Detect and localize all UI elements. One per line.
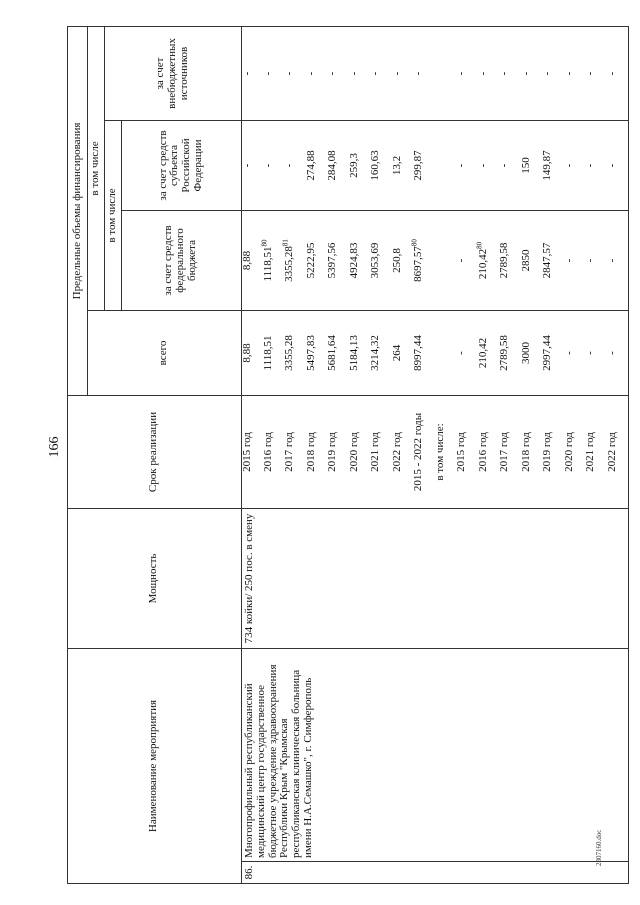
federal-cell — [392, 211, 414, 311]
page-number: 166 — [47, 436, 62, 458]
footnote-ref: 81 — [281, 239, 290, 247]
regional-cell — [241, 121, 263, 211]
federal-cell — [370, 211, 392, 311]
federal-cell — [306, 211, 328, 311]
offbudget-cell — [564, 26, 586, 120]
federal-cell-value: 2847,57 — [541, 242, 554, 279]
document-footer-code: 2807160.doc — [595, 829, 603, 866]
regional-cell — [499, 121, 521, 211]
total-cell — [456, 311, 478, 396]
period-cell — [413, 396, 435, 509]
federal-cell — [456, 211, 478, 311]
total-cell-value: 264 — [390, 344, 403, 362]
federal-cell-value: 4924,83 — [347, 242, 360, 279]
header-federal: за счет средств федерального бюджета — [121, 211, 241, 311]
offbudget-cell-value: - — [584, 71, 597, 76]
period-cell — [564, 396, 586, 509]
total-cell — [521, 311, 543, 396]
header-period: Срок реализации — [68, 396, 242, 509]
period-cell-value: 2016 год — [261, 432, 274, 472]
footnote-ref: 80 — [410, 239, 419, 247]
header-including-sub: в том числе — [104, 121, 121, 311]
period-cell — [306, 396, 328, 509]
period-cell — [456, 396, 478, 509]
offbudget-cell — [499, 26, 521, 120]
period-cell — [370, 396, 392, 509]
regional-cell-value: - — [455, 163, 468, 168]
regional-cell — [564, 121, 586, 211]
total-cell — [306, 311, 328, 396]
total-cell-value: 5681,64 — [326, 335, 339, 371]
federal-cell-value: - — [562, 258, 575, 263]
total-cell-value: 3214,32 — [369, 335, 382, 371]
regional-cell-value: - — [562, 163, 575, 168]
footnote-ref: 80 — [475, 241, 484, 249]
federal-cell — [349, 211, 371, 311]
federal-cell — [435, 211, 457, 311]
federal-cell-value: 250,8 — [390, 248, 403, 273]
regional-cell — [585, 121, 607, 211]
total-cell — [435, 311, 457, 396]
offbudget-cell — [435, 26, 457, 120]
federal-cell-value: - — [455, 258, 468, 263]
offbudget-cell-value: - — [369, 71, 382, 76]
regional-cell-value: - — [605, 163, 618, 168]
period-cell-value: 2015 год — [455, 432, 468, 472]
offbudget-cell — [263, 26, 285, 120]
header-regional: за счет средств субъекта Российской Федерации — [121, 121, 241, 211]
federal-cell-value: - — [605, 258, 618, 263]
period-cell-value: 2015 - 2022 годы — [412, 412, 425, 492]
offbudget-cell — [478, 26, 500, 120]
period-cell-value: 2022 год — [390, 432, 403, 472]
total-cell-value: 2997,44 — [541, 335, 554, 371]
total-cell — [263, 311, 285, 396]
federal-cell — [499, 211, 521, 311]
regional-cell-value: - — [261, 163, 274, 168]
regional-cell-value: - — [283, 163, 296, 168]
offbudget-cell — [306, 26, 328, 120]
total-cell-value: 8,88 — [240, 343, 253, 363]
total-cell-value: 8997,44 — [412, 335, 425, 371]
period-cell — [607, 396, 629, 509]
total-cell — [284, 311, 306, 396]
total-cell-value: 3000 — [519, 342, 532, 364]
total-cell — [327, 311, 349, 396]
regional-cell-value: 13,2 — [390, 155, 403, 176]
federal-cell-value: 1118,51 — [261, 246, 274, 282]
regional-cell — [478, 121, 500, 211]
period-cell-value: 2017 год — [283, 432, 296, 472]
offbudget-cell — [284, 26, 306, 120]
offbudget-cell-value: - — [498, 71, 511, 76]
regional-cell-value: - — [240, 163, 253, 168]
regional-cell-value: - — [498, 163, 511, 168]
regional-cell-value: 150 — [519, 157, 532, 174]
regional-cell — [306, 121, 328, 211]
offbudget-cell-value: - — [562, 71, 575, 76]
regional-cell-value: - — [584, 163, 597, 168]
offbudget-cell — [456, 26, 478, 120]
offbudget-cell-value: - — [455, 71, 468, 76]
total-cell — [241, 311, 263, 396]
funding-table-body — [241, 26, 628, 883]
federal-cell-value: 210,42 — [476, 248, 489, 280]
period-cell-value: 2022 год — [605, 432, 618, 472]
offbudget-cell-value: - — [412, 71, 425, 76]
regional-cell — [413, 121, 435, 211]
item-capacity: 734 койки/ 250 пос. в смену — [241, 509, 628, 649]
period-cell-value: 2021 год — [584, 432, 597, 472]
offbudget-cell-value: - — [326, 71, 339, 76]
federal-cell — [281, 211, 306, 311]
period-cell — [284, 396, 306, 509]
period-cell-value: в том числе: — [433, 423, 446, 481]
regional-cell — [521, 121, 543, 211]
federal-cell — [521, 211, 543, 311]
federal-cell-value: 2850 — [519, 249, 532, 272]
regional-cell — [263, 121, 285, 211]
offbudget-cell-value: - — [261, 71, 274, 76]
regional-cell — [435, 121, 457, 211]
period-cell — [585, 396, 607, 509]
offbudget-cell-value: - — [605, 71, 618, 76]
offbudget-cell — [327, 26, 349, 120]
federal-cell — [241, 211, 263, 311]
offbudget-cell-value: - — [240, 71, 253, 76]
federal-cell-value: 5397,56 — [326, 242, 339, 279]
federal-cell-value: 5222,95 — [304, 242, 317, 279]
period-cell — [349, 396, 371, 509]
period-cell — [435, 396, 457, 509]
federal-cell-value: 2789,58 — [498, 242, 511, 279]
offbudget-cell-value: - — [541, 71, 554, 76]
total-cell — [499, 311, 521, 396]
federal-cell — [564, 211, 586, 311]
total-cell-value: - — [562, 351, 575, 355]
total-cell-value: 3355,28 — [283, 335, 296, 371]
offbudget-cell — [413, 26, 435, 120]
total-cell-value: 5184,13 — [347, 335, 360, 371]
period-cell-value: 2015 год — [240, 432, 253, 472]
offbudget-cell — [241, 26, 263, 120]
offbudget-cell-value: - — [476, 71, 489, 76]
total-cell-value: 210,42 — [476, 337, 489, 369]
total-cell-value: 1118,51 — [261, 335, 274, 371]
federal-cell — [410, 211, 435, 311]
header-name: Наименование мероприятия — [68, 649, 242, 884]
regional-cell — [370, 121, 392, 211]
total-cell-value: - — [605, 351, 618, 355]
regional-cell-value: 274,88 — [304, 150, 317, 181]
offbudget-cell-value: - — [519, 71, 532, 76]
total-cell — [607, 311, 629, 396]
offbudget-cell-value: - — [347, 71, 360, 76]
period-cell — [241, 396, 263, 509]
total-cell — [542, 311, 564, 396]
total-cell — [478, 311, 500, 396]
federal-cell-value: 8697,57 — [412, 246, 425, 282]
period-cell-value: 2019 год — [326, 432, 339, 472]
period-cell-value: 2020 год — [347, 432, 360, 472]
federal-cell-value: - — [584, 258, 597, 263]
total-cell — [564, 311, 586, 396]
total-cell-value: - — [584, 351, 597, 355]
offbudget-cell — [607, 26, 629, 120]
regional-cell — [349, 121, 371, 211]
regional-cell-value: 160,63 — [369, 150, 382, 181]
offbudget-cell — [370, 26, 392, 120]
offbudget-cell-value: - — [390, 71, 403, 76]
item-number: 86. — [241, 862, 628, 884]
federal-cell — [542, 211, 564, 311]
regional-cell — [607, 121, 629, 211]
table-row — [241, 26, 263, 883]
total-cell — [370, 311, 392, 396]
total-cell — [349, 311, 371, 396]
total-cell — [392, 311, 414, 396]
regional-cell — [542, 121, 564, 211]
header-including: в том числе — [88, 26, 105, 310]
federal-cell-value: 8,88 — [240, 250, 253, 271]
total-cell-value: 2789,58 — [498, 335, 511, 371]
total-cell-value: 5497,83 — [304, 335, 317, 371]
total-cell-value: - — [455, 351, 468, 355]
regional-cell-value: 284,08 — [326, 150, 339, 181]
period-cell-value: 2017 год — [498, 432, 511, 472]
total-cell — [585, 311, 607, 396]
regional-cell — [456, 121, 478, 211]
period-cell-value: 2018 год — [519, 432, 532, 472]
period-cell — [263, 396, 285, 509]
footnote-ref: 80 — [260, 239, 269, 247]
federal-cell — [607, 211, 629, 311]
regional-cell-value: 149,87 — [541, 150, 554, 181]
federal-cell — [327, 211, 349, 311]
regional-cell — [284, 121, 306, 211]
period-cell — [542, 396, 564, 509]
federal-cell-value: 3053,69 — [369, 242, 382, 279]
offbudget-cell — [585, 26, 607, 120]
period-cell-value: 2019 год — [541, 432, 554, 472]
period-cell-value: 2020 год — [562, 432, 575, 472]
period-cell — [392, 396, 414, 509]
regional-cell-value: 259,3 — [347, 153, 360, 178]
federal-cell — [475, 211, 500, 311]
period-cell-value: 2018 год — [304, 432, 317, 472]
period-cell — [499, 396, 521, 509]
total-cell — [413, 311, 435, 396]
period-cell — [478, 396, 500, 509]
federal-cell — [260, 211, 285, 311]
offbudget-cell — [521, 26, 543, 120]
period-cell — [521, 396, 543, 509]
regional-cell-value: 299,87 — [412, 150, 425, 181]
offbudget-cell-value: - — [283, 71, 296, 76]
header-total: всего — [88, 311, 242, 396]
offbudget-cell — [392, 26, 414, 120]
funding-table — [67, 26, 629, 884]
offbudget-cell — [349, 26, 371, 120]
regional-cell-value: - — [476, 163, 489, 168]
federal-cell-value: 3355,28 — [283, 246, 296, 282]
header-offbudget: за счет внебюджетных источников — [104, 26, 241, 120]
period-cell-value: 2021 год — [369, 432, 382, 472]
period-cell-value: 2016 год — [476, 432, 489, 472]
regional-cell — [327, 121, 349, 211]
period-cell — [327, 396, 349, 509]
regional-cell — [392, 121, 414, 211]
header-funding-group: Предельные объемы финансирования — [68, 26, 88, 395]
offbudget-cell — [542, 26, 564, 120]
offbudget-cell-value: - — [304, 71, 317, 76]
item-name: Многопрофильный республиканский медицинский центр государственное бюджетное учреждение здравоохранения Республики Крым "Крымская республиканская клиническая больница имени Н.А.Семашко", г. Симферополь — [241, 649, 628, 862]
federal-cell — [585, 211, 607, 311]
header-capacity: Мощность — [68, 509, 242, 649]
